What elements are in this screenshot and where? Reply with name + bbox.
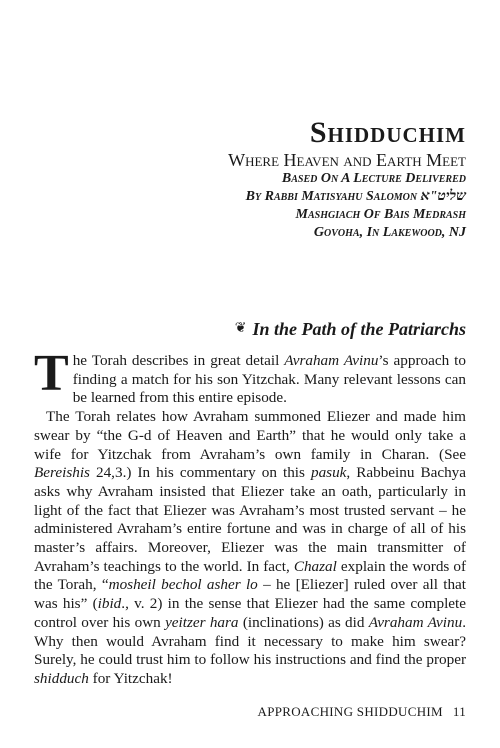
- text-run: 24,3.) In his commentary on this: [89, 464, 311, 482]
- paragraph-1-text: [73, 352, 466, 406]
- text-run: The Torah relates how Avraham summoned Eliezer and made him swear by “the G-d of Heaven and Earth” that he would only take a wife for Yitzchak from Avraham’s own family in Charan. (See: [34, 408, 466, 463]
- text-run: – he [Eliezer] ruled over all that was his” (: [34, 576, 466, 613]
- fleuron-icon: ❦: [234, 321, 247, 336]
- chapter-title: Shidduchim: [309, 116, 466, 149]
- body-text: [34, 345, 466, 689]
- text-run: ., v. 2) in the sense that Eliezer had the same complete control over his own: [34, 595, 466, 631]
- italic-term: Avraham Avinu: [284, 352, 379, 369]
- text-run: , Rabbeinu Bachya asks why Avraham insisted that Eliezer take an oath, particularly in light of the fact that Eliezer was Avraham’s most trusted servant – he administered Avraham’s entire fortune and was in charge of all of his master’s affairs. Moreover, Eliezer was the main transmitter of Avraham’s teachings to the world. In fact,: [34, 464, 466, 575]
- italic-term: Avraham Avinu: [368, 613, 463, 631]
- text-run: explain the words of the Torah, “: [34, 557, 466, 594]
- italic-term: shidduch: [34, 669, 89, 687]
- chapter-subtitle: Where Heaven and Earth Meet: [228, 150, 466, 170]
- paragraph-2-text: [34, 408, 466, 687]
- italic-term: ibid: [97, 595, 122, 613]
- page-number: 11: [452, 704, 466, 719]
- section-heading: [235, 318, 466, 340]
- paragraph-2: [34, 408, 466, 689]
- byline-line: Based On A Lecture Delivered: [281, 171, 466, 186]
- byline-line: By Rabbi Matisyahu Salomon שליט"א: [245, 189, 466, 204]
- italic-term: Bereishis: [34, 464, 90, 482]
- text-run: ’s approach to finding a match for his son Yitzchak. Many relevant lessons can be learned from this entire episode.: [72, 352, 466, 407]
- italic-term: Chazal: [293, 557, 337, 575]
- text-run: . Why then would Avraham find it necessary to make him swear? Surely, he could trust him to follow his instructions and find the proper: [34, 613, 466, 669]
- paragraph-1: [34, 345, 466, 408]
- text-run: (inclinations) as did: [238, 613, 369, 631]
- chapter-byline: [36, 170, 466, 242]
- italic-term: yeitzer hara: [165, 613, 239, 631]
- byline-line: Mashgiach Of Bais Medrash: [295, 207, 466, 222]
- text-run: for Yitzchak!: [88, 669, 173, 687]
- byline-line: Govoha, In Lakewood, NJ: [313, 225, 466, 240]
- italic-term: pasuk: [310, 464, 347, 482]
- section-heading-text: In the Path of the Patriarchs: [252, 319, 466, 339]
- chapter-header: [36, 118, 466, 242]
- running-head: APPROACHING SHIDDUCHIM: [257, 704, 443, 719]
- text-run: he Torah describes in great detail: [72, 352, 285, 369]
- page-footer: [258, 704, 467, 720]
- italic-term: mosheil bechol asher lo: [108, 576, 258, 594]
- drop-cap: T: [34, 345, 69, 402]
